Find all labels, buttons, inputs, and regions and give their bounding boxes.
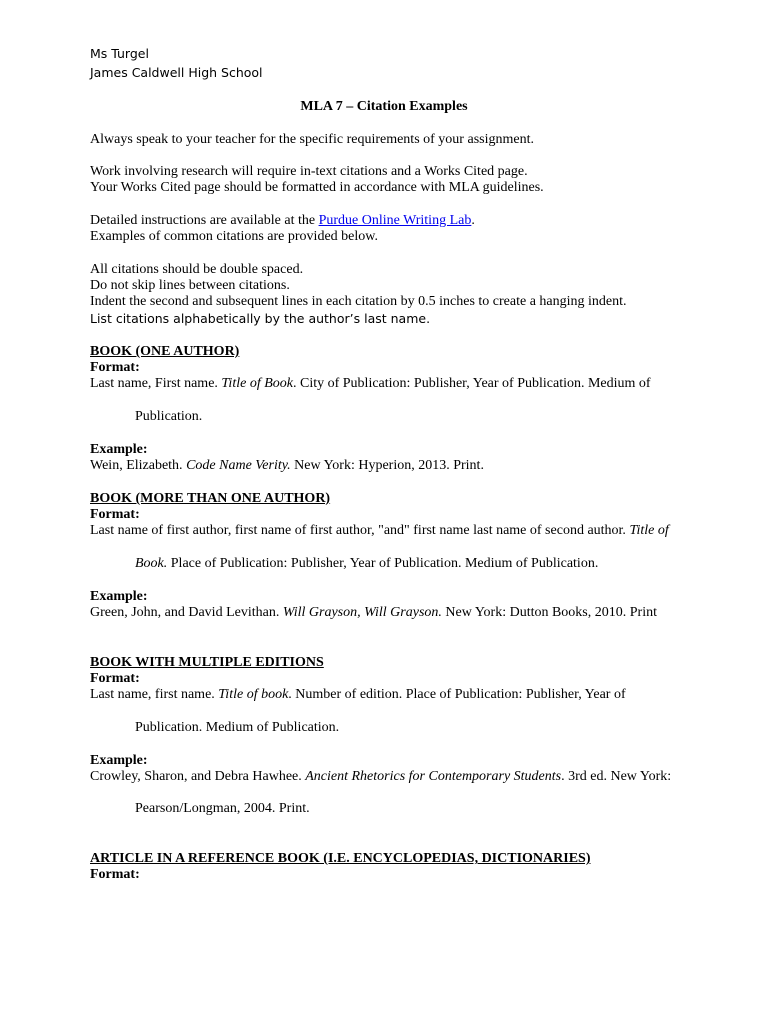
format-text: . Number of edition. Place of Publication: Publisher, Year of	[288, 687, 626, 702]
format-text: Last name, first name.	[90, 687, 219, 702]
example-label: Example:	[90, 442, 148, 457]
instructions-text: Detailed instructions are available at the	[90, 213, 319, 228]
intro-paragraph-3	[90, 213, 475, 229]
example-text: Wein, Elizabeth.	[90, 458, 187, 473]
teacher-name: Ms Turgel	[90, 46, 149, 61]
example-label: Example:	[90, 589, 148, 604]
intro-paragraph-1: Always speak to your teacher for the specific requirements of your assignment.	[90, 132, 534, 147]
format-line	[90, 376, 651, 392]
example-line	[90, 769, 671, 785]
page-title: MLA 7 – Citation Examples	[300, 99, 468, 114]
format-line-continued: Publication. Medium of Publication.	[135, 720, 340, 735]
format-label: Format:	[90, 867, 140, 882]
rule-double-spaced: All citations should be double spaced.	[90, 262, 304, 277]
format-line	[90, 687, 626, 703]
section-heading-book-multiple-authors: BOOK (MORE THAN ONE AUTHOR)	[90, 491, 331, 506]
intro-paragraph-2a: Work involving research will require in-text citations and a Works Cited page.	[90, 164, 528, 179]
rule-no-skip: Do not skip lines between citations.	[90, 278, 290, 293]
format-label: Format:	[90, 360, 140, 375]
rule-hanging-indent: Indent the second and subsequent lines in each citation by 0.5 inches to create a hanging indent.	[90, 294, 627, 309]
format-label: Format:	[90, 507, 140, 522]
example-line	[90, 458, 484, 474]
format-title-italic: Title of	[629, 523, 669, 538]
format-line-continued	[135, 556, 598, 572]
format-text: Last name, First name.	[90, 376, 222, 391]
example-line	[90, 605, 657, 621]
section-heading-article-reference-book: ARTICLE IN A REFERENCE BOOK (I.E. ENCYCLOPEDIAS, DICTIONARIES)	[90, 851, 591, 866]
format-line-continued: Publication.	[135, 409, 203, 424]
example-label: Example:	[90, 753, 148, 768]
example-title-italic: Ancient Rhetorics for Contemporary Students	[305, 769, 562, 784]
intro-paragraph-3b: Examples of common citations are provided below.	[90, 229, 378, 244]
rule-alphabetical: List citations alphabetically by the author’s last name.	[90, 311, 431, 326]
purdue-owl-link[interactable]: Purdue Online Writing Lab	[318, 213, 472, 228]
section-heading-book-one-author: BOOK (ONE AUTHOR)	[90, 344, 240, 359]
format-title-italic: Book.	[135, 556, 168, 571]
format-text: Last name of first author, first name of first author, "and" first name last name of second author.	[90, 523, 630, 538]
example-text: Crowley, Sharon, and Debra Hawhee.	[90, 769, 306, 784]
example-title-italic: Code Name Verity.	[186, 458, 291, 473]
format-text: . City of Publication: Publisher, Year of Publication. Medium of	[292, 376, 651, 391]
example-title-italic: Will Grayson, Will Grayson.	[282, 605, 442, 620]
format-line	[90, 523, 669, 539]
format-label: Format:	[90, 671, 140, 686]
school-name: James Caldwell High School	[90, 65, 263, 80]
example-text: . 3rd ed. New York:	[561, 769, 672, 784]
intro-paragraph-2b: Your Works Cited page should be formatted in accordance with MLA guidelines.	[90, 180, 544, 195]
example-text: Green, John, and David Levithan.	[90, 605, 283, 620]
format-title-italic: Title of book	[218, 687, 289, 702]
example-text: New York: Dutton Books, 2010. Print	[441, 605, 657, 620]
example-line-continued: Pearson/Longman, 2004. Print.	[135, 801, 310, 816]
section-heading-book-multiple-editions: BOOK WITH MULTIPLE EDITIONS	[90, 655, 324, 670]
instructions-period: .	[471, 213, 475, 228]
format-text: Place of Publication: Publisher, Year of Publication. Medium of Publication.	[167, 556, 599, 571]
example-text: New York: Hyperion, 2013. Print.	[290, 458, 484, 473]
format-title-italic: Title of Book	[221, 376, 293, 391]
